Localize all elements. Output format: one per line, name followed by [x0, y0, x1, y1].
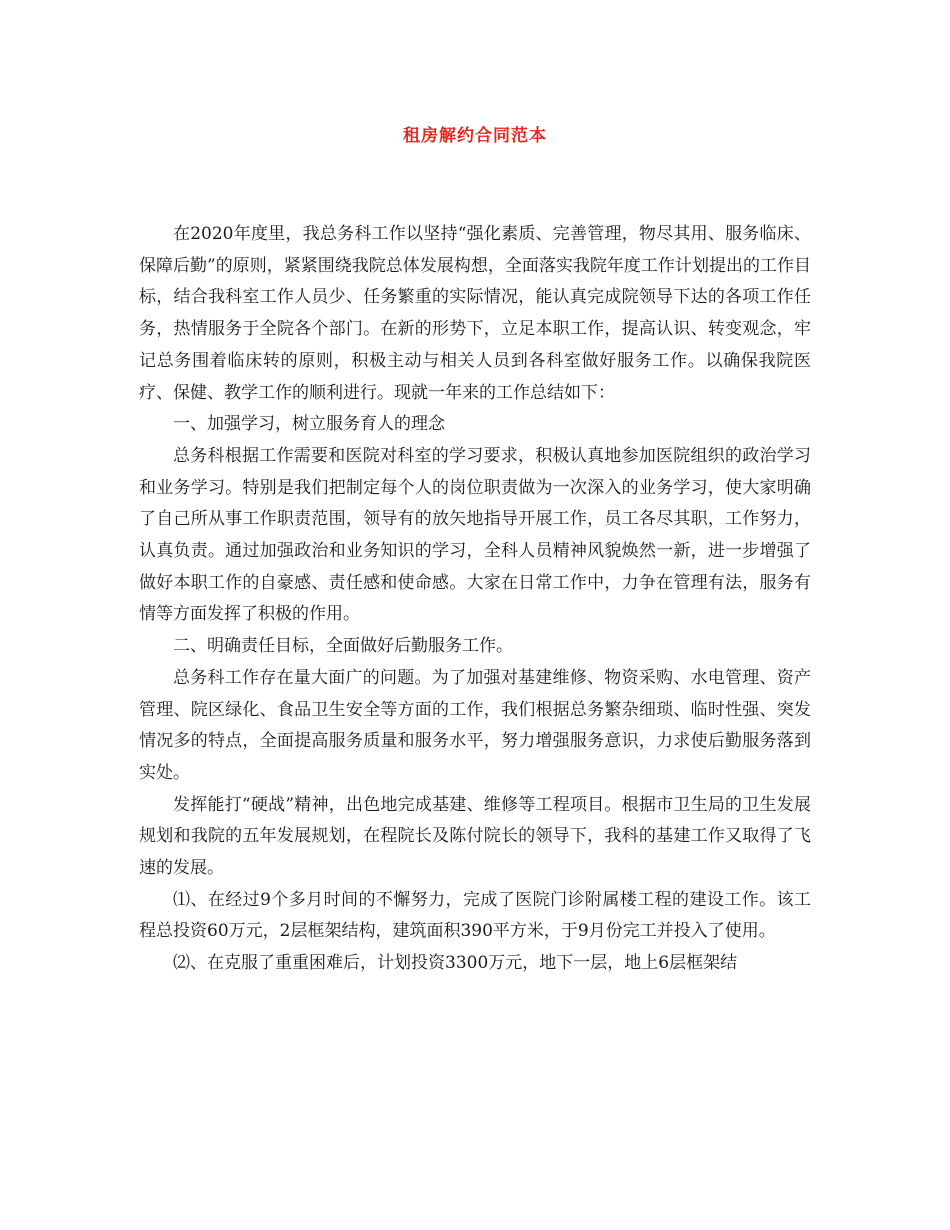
- list-item-1: ⑴、在经过9个多月时间的不懈努力，完成了医院门诊附属楼工程的建设工作。该工程总投资60万元，2层框架结构，建筑面积390平方米，于9月份完工并投入了使用。: [139, 889, 811, 942]
- paragraph-construction: 发挥能打“硬战”精神，出色地完成基建、维修等工程项目。根据市卫生局的卫生发展规划和我院的五年发展规划，在程院长及陈付院长的领导下，我科的基建工作又取得了飞速的发展。: [139, 794, 811, 879]
- paragraph-intro: 在2020年度里，我总务科工作以坚持“强化素质、完善管理，物尽其用、服务临床、保障后勤”的原则，紧紧围绕我院总体发展构想，全面落实我院年度工作计划提出的工作目标，结合我科室工作人员少、任务繁重的实际情况，能认真完成院领导下达的各项工作任务，热情服务于全院各个部门。在新的形势下，立足本职工作，提高认识、转变观念，牢记总务围着临床转的原则，积极主动与相关人员到各科室做好服务工作。以确保我院医疗、保健、教学工作的顺利进行。现就一年来的工作总结如下：: [139, 224, 811, 403]
- document-body: [139, 219, 811, 980]
- paragraph-logistics: 总务科工作存在量大面广的问题。为了加强对基建维修、物资采购、水电管理、资产管理、院区绿化、食品卫生安全等方面的工作，我们根据总务繁杂细琐、临时性强、突发情况多的特点，全面提高服务质量和服务水平，努力增强服务意识，力求使后勤服务落到实处。: [139, 667, 811, 783]
- document-title: 租房解约合同范本: [403, 126, 547, 146]
- section-heading-2: 二、明确责任目标，全面做好后勤服务工作。: [173, 636, 513, 657]
- section-heading-1: 一、加强学习，树立服务育人的理念: [173, 414, 445, 435]
- paragraph-study: 总务科根据工作需要和医院对科室的学习要求，积极认真地参加医院组织的政治学习和业务学习。特别是我们把制定每个人的岗位职责做为一次深入的业务学习，使大家明确了自己所从事工作职责范围，领导有的放矢地指导开展工作，员工各尽其职，工作努力，认真负责。通过加强政治和业务知识的学习，全科人员精神风貌焕然一新，进一步增强了做好本职工作的自豪感、责任感和使命感。大家在日常工作中，力争在管理有法，服务有情等方面发挥了积极的作用。: [139, 445, 811, 625]
- list-item-2: ⑵、在克服了重重困难后，计划投资3300万元，地下一层，地上6层框架结: [173, 953, 738, 974]
